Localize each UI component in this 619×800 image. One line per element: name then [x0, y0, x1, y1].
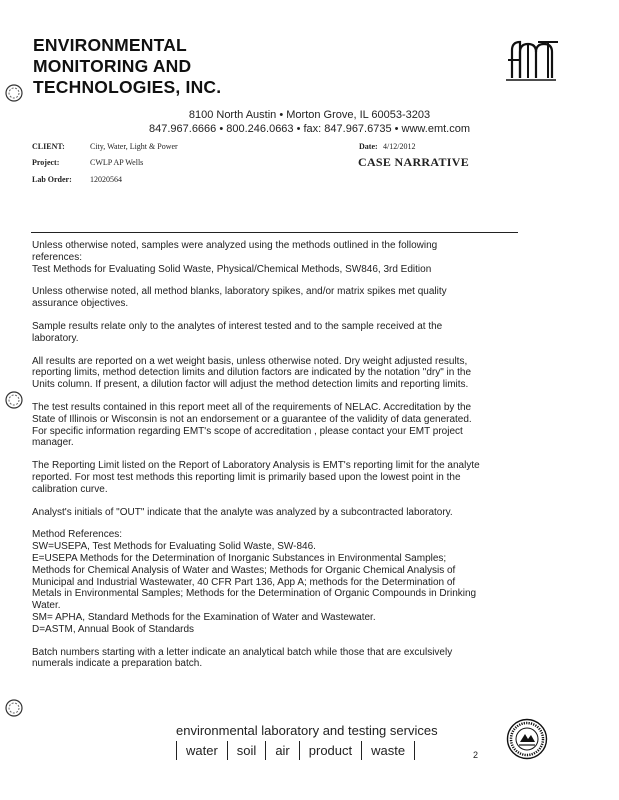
paragraph-wet-weight	[32, 356, 518, 391]
text-line: manager.	[32, 437, 74, 449]
text-line: Test Methods for Evaluating Solid Waste, Physical/Chemical Methods, SW846, 3rd Edition	[32, 263, 432, 275]
page-number: 2	[473, 750, 479, 760]
punch-hole-top-icon	[4, 83, 24, 103]
footer-item-product: product	[308, 742, 353, 758]
text-line: reported. For most test methods this reporting limit is primarily based upon the lowest point in the	[32, 471, 461, 483]
date-value: 4/12/2012	[383, 142, 416, 151]
lab-order-value: 12020564	[90, 175, 122, 184]
text-line: Unless otherwise noted, samples were analyzed using the methods outlined in the following	[32, 240, 438, 251]
nelac-seal-icon	[506, 718, 548, 760]
footer-tagline: environmental laboratory and testing services	[176, 723, 438, 738]
text-line: Method References:	[32, 529, 123, 541]
emt-logo-icon	[500, 38, 560, 84]
text-line: Analyst's initials of "OUT" indicate that the analyte was analyzed by a subcontracted laboratory.	[32, 506, 453, 518]
text-line: Sample results relate only to the analytes of interest tested and to the sample received at the	[32, 320, 443, 332]
company-name	[33, 35, 221, 98]
text-line: Units column. If present, a dilution factor will adjust the method detection limits and reporting limits.	[32, 379, 469, 391]
client-label: CLIENT:	[32, 142, 65, 151]
text-line: SW=USEPA, Test Methods for Evaluating Solid Waste, SW-846.	[32, 541, 316, 553]
paragraph-methods	[32, 240, 518, 275]
paragraph-method-references	[32, 529, 518, 635]
paragraph-qa	[32, 286, 518, 310]
punch-hole-middle-icon	[4, 390, 24, 410]
text-line: laboratory.	[32, 332, 79, 344]
footer-service-list	[176, 740, 415, 760]
lab-order-label: Lab Order:	[32, 175, 72, 184]
text-line: State of Illinois or Wisconsin is not an endorsement or a guarantee of the validity of data generated.	[32, 413, 472, 425]
text-line: references:	[32, 251, 83, 263]
text-line: Water.	[32, 600, 61, 612]
text-line: Municipal and Industrial Wastewater, 40 CFR Part 136, App A; methods for the Determination of	[32, 576, 456, 588]
text-line: reporting limits, method detection limits and dilution factors are indicated by the notation "dry" in the	[32, 367, 471, 379]
punch-hole-bottom-icon	[4, 698, 24, 718]
document-title: CASE NARRATIVE	[358, 155, 469, 169]
text-line: All results are reported on a wet weight basis, unless otherwise noted. Dry weight adjusted results,	[32, 355, 468, 367]
company-name-line-2: MONITORING AND	[33, 56, 192, 76]
project-value: CWLP AP Wells	[90, 158, 144, 167]
client-value: City, Water, Light & Power	[90, 142, 178, 151]
date-label: Date:	[359, 142, 378, 151]
footer-item-water: water	[186, 742, 218, 758]
footer-item-waste: waste	[371, 742, 406, 758]
text-line: calibration curve.	[32, 483, 108, 495]
company-name-line-3: TECHNOLOGIES, INC.	[33, 77, 222, 97]
paragraph-nelac	[32, 402, 518, 449]
paragraph-reporting-limit	[32, 460, 518, 495]
company-name-line-1: ENVIRONMENTAL	[33, 35, 187, 55]
footer-separator	[414, 741, 415, 760]
footer-item-air: air	[275, 742, 290, 758]
text-line: assurance objectives.	[32, 298, 129, 310]
text-line: SM= APHA, Standard Methods for the Examination of Water and Wastewater.	[32, 611, 376, 623]
text-line: The test results contained in this report meet all of the requirements of NELAC. Accreditation by the	[32, 401, 472, 413]
text-line: Metals in Environmental Samples; Methods for the Determination of Organic Compounds in Drinking	[32, 588, 477, 600]
project-label: Project:	[32, 158, 60, 167]
text-line: Batch numbers starting with a letter indicate an analytical batch while those that are exculsively	[32, 646, 453, 658]
paragraph-batch-numbers	[32, 647, 518, 671]
text-line: The Reporting Limit listed on the Report of Laboratory Analysis is EMT's reporting limit for the analyte	[32, 460, 480, 472]
text-line: numerals indicate a preparation batch.	[32, 658, 203, 670]
footer-item-soil: soil	[236, 742, 257, 758]
company-address: 8100 North Austin • Morton Grove, IL 60053-3203	[188, 109, 431, 121]
narrative-body	[32, 240, 518, 681]
company-contact: 847.967.6666 • 800.246.0663 • fax: 847.967.6735 • www.emt.com	[149, 123, 470, 135]
header-divider	[31, 232, 518, 233]
text-line: E=USEPA Methods for the Determination of Inorganic Substances in Environmental Samples;	[32, 552, 447, 564]
paragraph-analyst-initials	[32, 507, 518, 519]
text-line: Unless otherwise noted, all method blanks, laboratory spikes, and/or matrix spikes met quality	[32, 286, 447, 298]
text-line: For specific information regarding EMT's scope of accreditation , please contact your EMT project	[32, 425, 463, 437]
text-line: D=ASTM, Annual Book of Standards	[32, 623, 195, 635]
text-line: Methods for Chemical Analysis of Water and Wastes; Methods for Organic Chemical Analysis of	[32, 564, 456, 576]
paragraph-sample-results	[32, 321, 518, 345]
